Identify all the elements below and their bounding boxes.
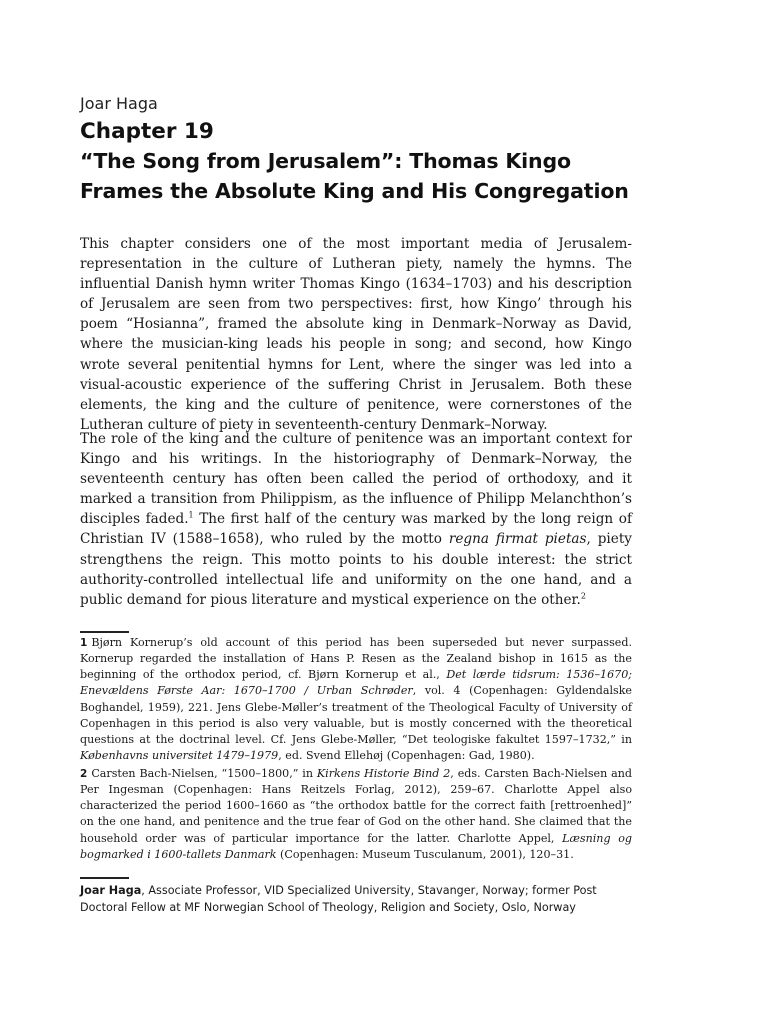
body-paragraph-2 bbox=[80, 429, 632, 610]
footnote-text: Bjørn Kornerup’s old account of this period has been superseded but never surpassed. Kornerup regarded the installation of Hans P. Resen as the Zealand bishop in 1615 as the beginning of the orthodox period, cf. Bjørn Kornerup et al., bbox=[80, 636, 632, 682]
footnote-divider bbox=[80, 631, 129, 633]
chapter-number: Chapter 19 bbox=[80, 119, 214, 144]
paragraph-text: The first half of the century was marked by the long reign of Christian IV (1588–1658), who ruled by the motto bbox=[80, 511, 632, 548]
footnote-2 bbox=[80, 766, 632, 863]
author-name: Joar Haga bbox=[80, 94, 158, 113]
affiliation-name: Joar Haga bbox=[80, 884, 142, 897]
footnote-italic: Københavns universitet 1479–1979 bbox=[80, 749, 279, 763]
footnote-text: , vol. 4 (Copenhagen: Gyldendalske Boghandel, 1959), 221. Jens Glebe-Møller’s treatment of the Theological Faculty of University of Copenhagen in this period is also very valuable, but is mostly concerned with the theoretical questions at the doctrinal level. Cf. Jens Glebe-Møller, “Det teologiske fakultet 1597–1732,” in bbox=[80, 684, 632, 746]
body-paragraph-1: This chapter considers one of the most important media of Jerusalem-representation in the culture of Lutheran piety, namely the hymns. The influential Danish hymn writer Thomas Kingo (1634–1703) and his description of Jerusalem are seen from two perspectives: first, how Kingo’ through his poem “Hosianna”, framed the absolute king in Denmark–Norway as David, where the musician-king leads his people in song; and second, how Kingo wrote several penitential hymns for Lent, where the singer was led into a visual-acoustic experience of the suffering Christ in Jerusalem. Both these elements, the king and the culture of penitence, were cornerstones of the Lutheran culture of piety in seventeenth-century Denmark–Norway. bbox=[80, 236, 632, 433]
affiliation-divider bbox=[80, 877, 129, 879]
chapter-title: “The Song from Jerusalem”: Thomas Kingo Frames the Absolute King and His Congregation bbox=[80, 149, 629, 203]
footnote-text: , ed. Svend Ellehøj (Copenhagen: Gad, 1980). bbox=[278, 749, 535, 763]
footnote-text: , eds. Carsten Bach-Nielsen and Per Ingesman (Copenhagen: Hans Reitzels Forlag, 2012), 259–67. Charlotte Appel also characterized the period 1600–1660 as “the orthodox battle for the correct faith [rettroenhed]” on the one hand, and penitence and the true fear of God on the other hand. She claimed that the household order was of particular importance for the latter. Charlotte Appel, bbox=[80, 767, 633, 845]
footnote-italic: Læsning og bogmarked i 1600-tallets Danmark bbox=[80, 831, 632, 861]
paragraph-text: The role of the king and the culture of penitence was an important context for Kingo and his writings. In the historiography of Denmark–Norway, the seventeenth century has often been called the period of orthodoxy, and it marked a transition from Philippism, as the influence of Philipp Melanchthon’s disciples faded. bbox=[80, 431, 632, 528]
footnote-italic: Det lærde tidsrum: 1536–1670; Enevældens Første Aar: 1670–1700 / Urban Schrøder bbox=[80, 668, 632, 698]
paragraph-text: , piety strengthens the reign. This motto points to his double interest: the strict authority-controlled intellectual life and uniformity on the one hand, and a public demand for pious literature and mystical experience on the other. bbox=[80, 531, 632, 608]
footnote-number: 1 bbox=[80, 637, 88, 649]
footnote-italic: Kirkens Historie Bind 2 bbox=[316, 767, 451, 780]
footnote-number: 2 bbox=[80, 768, 88, 780]
motto-italic: regna firmat pietas bbox=[448, 531, 587, 548]
affiliation-text: , Associate Professor, VID Specialized University, Stavanger, Norway; former Post Doctoral Fellow at MF Norwegian School of Theology, Religion and Society, Oslo, Norway bbox=[80, 884, 597, 914]
footnote-ref-2[interactable]: 2 bbox=[580, 591, 586, 601]
footnote-text: Carsten Bach-Nielsen, “1500–1800,” in bbox=[91, 767, 317, 780]
author-affiliation bbox=[80, 882, 640, 916]
footnote-text: (Copenhagen: Museum Tusculanum, 2001), 120–31. bbox=[276, 847, 574, 861]
footnote-ref-1[interactable]: 1 bbox=[188, 510, 194, 520]
footnote-1 bbox=[80, 635, 632, 764]
